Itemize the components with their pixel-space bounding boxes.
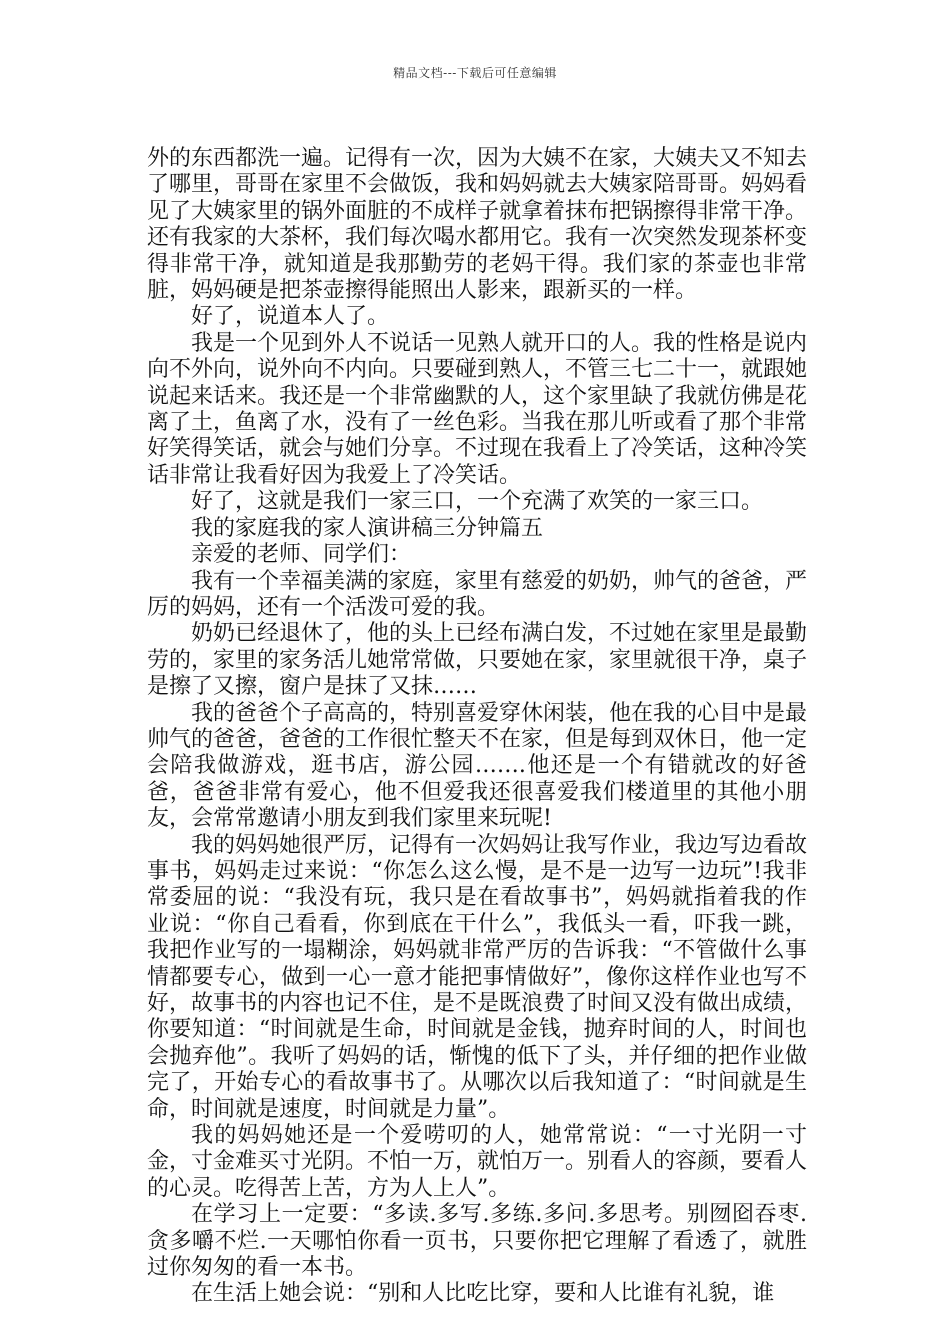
document-body [147, 146, 807, 1308]
paragraph: 我的妈妈她很严厉，记得有一次妈妈让我写作业，我边写边看故事书，妈妈走过来说：“你怎么这么慢，是不是一边写一边玩”!我非常委屈的说：“我没有玩，我只是在看故事书”，妈妈就指着我的作业说：“你自己看看，你到底在干什么”，我低头一看，吓我一跳，我把作业写的一塌糊涂，妈妈就非常严厉的告诉我：“不管做什么事情都要专心，做到一心一意才能把事情做好”，像你这样作业也写不好，故事书的内容也记不住，是不是既浪费了时间又没有做出成绩，你要知道：“时间就是生命，时间就是金钱，抛弃时间的人，时间也会抛弃他”。我听了妈妈的话，惭愧的低下了头，并仔细的把作业做完了，开始专心的看故事书了。从哪次以后我知道了：“时间就是生命，时间就是速度，时间就是力量”。 [147, 832, 808, 1122]
salutation: 亲爱的老师、同学们： [191, 542, 412, 568]
paragraph: 在生活上她会说：“别和人比吃比穿，要和人比谁有礼貌，谁 [191, 1281, 775, 1307]
paragraph: 好了，说道本人了。 [191, 304, 390, 330]
paragraph: 我的妈妈她还是一个爱唠叨的人，她常常说：“一寸光阴一寸金，寸金难买寸光阴。不怕一万，就怕万一。别看人的容颜，要看人的心灵。吃得苦上苦，方为人上人”。 [147, 1123, 808, 1201]
paragraph: 好了，这就是我们一家三口，一个充满了欢笑的一家三口。 [191, 489, 764, 515]
paragraph: 外的东西都洗一遍。记得有一次，因为大姨不在家，大姨夫又不知去了哪里，哥哥在家里不会做饭，我和妈妈就去大姨家陪哥哥。妈妈看见了大姨家里的锅外面脏的不成样子就拿着抹布把锅擦得非常干净。还有我家的大茶杯，我们每次喝水都用它。我有一次突然发现茶杯变得非常干净，就知道是我那勤劳的老妈干得。我们家的茶壶也非常脏，妈妈硬是把茶壶擦得能照出人影来，跟新买的一样。 [147, 146, 808, 304]
paragraph: 我是一个见到外人不说话一见熟人就开口的人。我的性格是说内向不外向，说外向不内向。只要碰到熟人，不管三七二十一，就跟她说起来话来。我还是一个非常幽默的人，这个家里缺了我就仿佛是花离了土，鱼离了水，没有了一丝色彩。当我在那儿听或看了那个非常好笑得笑话，就会与她们分享。不过现在我看上了冷笑话，这种冷笑话非常让我看好因为我爱上了冷笑话。 [147, 330, 808, 488]
paragraph: 我有一个幸福美满的家庭，家里有慈爱的奶奶，帅气的爸爸，严厉的妈妈，还有一个活泼可爱的我。 [147, 568, 808, 620]
paragraph: 奶奶已经退休了，他的头上已经布满白发，不过她在家里是最勤劳的，家里的家务活儿她常常做，只要她在家，家里就很干净，桌子是擦了又擦，窗户是抹了又抹…… [147, 621, 808, 700]
section-heading: 我的家庭我的家人演讲稿三分钟篇五 [191, 515, 544, 541]
paragraph: 在学习上一定要：“多读.多写.多练.多问.多思考。别囫囵吞枣.贪多嚼不烂.一天哪怕你看一页书，只要你把它理解了看透了，就胜过你匆匆的看一本书。 [147, 1202, 807, 1281]
paragraph: 我的爸爸个子高高的，特别喜爱穿休闲装，他在我的心目中是最帅气的爸爸，爸爸的工作很忙整天不在家，但是每到双休日，他一定会陪我做游戏，逛书店，游公园…….他还是一个有错就改的好爸爸，爸爸非常有爱心，他不但爱我还很喜爱我们楼道里的其他小朋友，会常常邀请小朋友到我们家里来玩呢! [147, 700, 808, 832]
page-header: 精品文档---下载后可任意编辑 [393, 66, 557, 80]
